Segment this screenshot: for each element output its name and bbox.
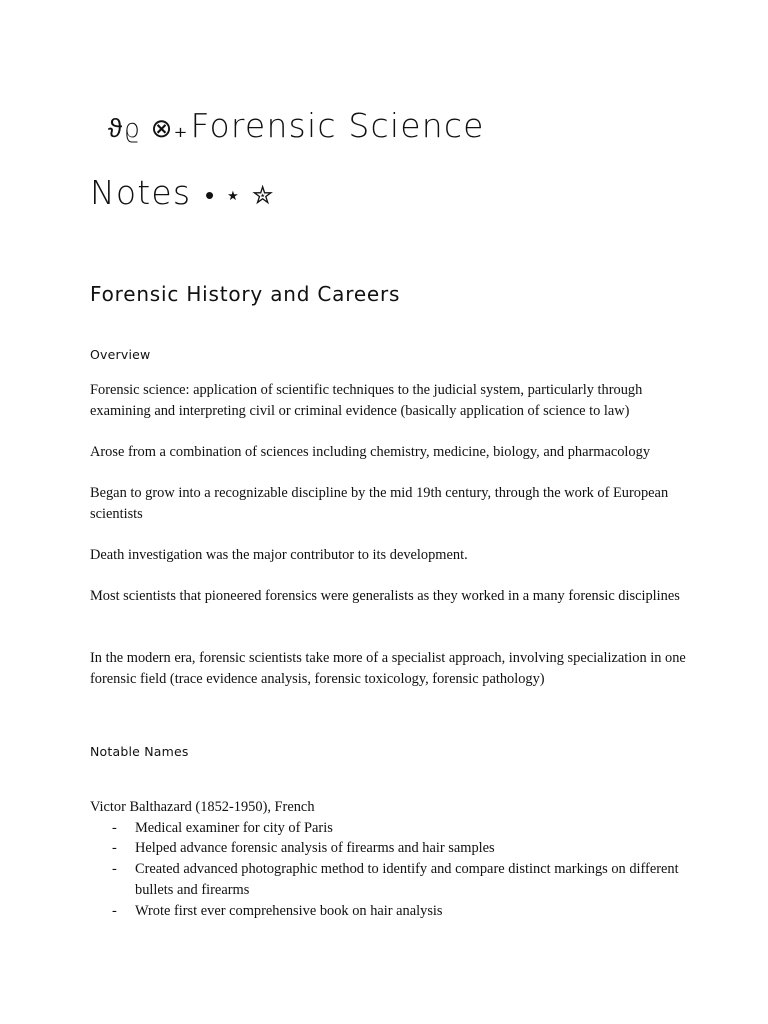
section-title: Forensic History and Careers	[90, 282, 401, 306]
bullet-dash: -	[112, 861, 117, 878]
title-text-1: Forensic Science	[190, 106, 485, 145]
bullet-dash: -	[112, 819, 117, 836]
list-item	[90, 838, 690, 859]
list-item-text: Wrote first ever comprehensive book on hair analysis	[135, 902, 443, 919]
document-title-line-2	[90, 173, 277, 212]
bullet-dash: -	[112, 840, 117, 857]
document-title-line-1	[106, 106, 485, 145]
list-item	[90, 818, 690, 839]
list-item	[90, 859, 690, 900]
bullet-dash: -	[112, 902, 117, 919]
person-name-line: Victor Balthazard (1852-1950), French	[90, 799, 315, 815]
overview-heading: Overview	[90, 347, 151, 362]
title-text-2: Notes	[90, 173, 192, 212]
title-decoration-prefix: ϑϱ ⊗₊	[108, 114, 189, 144]
overview-paragraph: In the modern era, forensic scientists take more of a specialist approach, involving specialization in one forensic field (trace evidence analysis, forensic toxicology, forensic pathology)	[90, 650, 686, 687]
overview-paragraph: Began to grow into a recognizable discipline by the mid 19th century, through the work of European scientists	[90, 485, 669, 522]
notable-names-heading: Notable Names	[90, 744, 189, 759]
notable-person	[90, 797, 690, 921]
list-item-text: Helped advance forensic analysis of firearms and hair samples	[135, 840, 495, 857]
list-item	[90, 901, 690, 922]
overview-paragraph: Arose from a combination of sciences including chemistry, medicine, biology, and pharmacology	[90, 444, 651, 460]
overview-paragraph: Forensic science: application of scientific techniques to the judicial system, particularly through examining and interpreting civil or criminal evidence (basically application of science to law)	[90, 382, 643, 419]
list-item-text: Created advanced photographic method to identify and compare distinct markings on different bullets and firearms	[135, 861, 679, 898]
title-decoration-suffix: • ⋆ ✮	[205, 181, 275, 211]
list-item-text: Medical examiner for city of Paris	[135, 819, 333, 836]
overview-paragraph: Death investigation was the major contributor to its development.	[90, 547, 468, 563]
overview-paragraph: Most scientists that pioneered forensics were generalists as they worked in a many forensic disciplines	[90, 588, 680, 604]
